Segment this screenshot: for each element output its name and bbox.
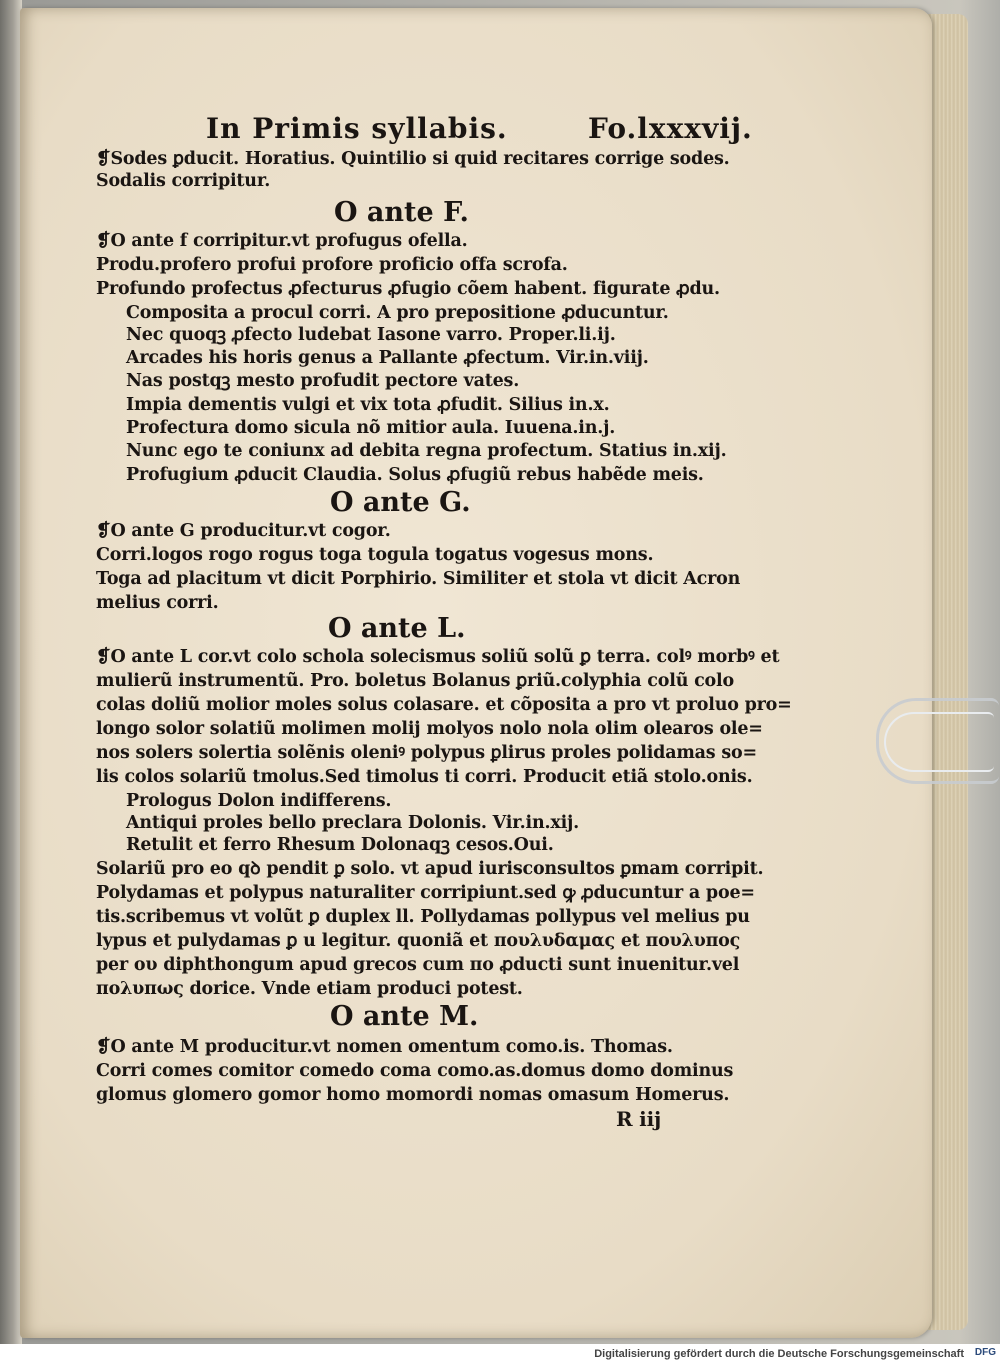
text-line: lypus et pulydamas ꝑ u legitur. quoniã et πουλυδαμας et πουλυπος	[96, 931, 741, 951]
running-head-title: In Primis syllabis.	[206, 112, 508, 145]
paper-clip-highlight	[884, 712, 994, 772]
signature-mark: R iij	[616, 1107, 662, 1131]
section-heading: O ante G.	[330, 487, 471, 518]
running-head	[206, 112, 866, 152]
footer-credit: Digitalisierung gefördert durch die Deutsche Forschungsgemeinschaft	[594, 1348, 964, 1360]
text-line: tis.scribemus vt volũt ꝑ duplex ll. Pollydamas pollypus vel melius pu	[96, 907, 750, 927]
dfg-logo: DFG	[974, 1347, 996, 1358]
text-line: Nas postqꝫ mesto profudit pectore vates.	[126, 371, 520, 391]
text-line: ❡Sodes ꝑducit. Horatius. Quintilio si quid recitares corrige sodes.	[96, 149, 730, 169]
text-line: Sodalis corripitur.	[96, 171, 271, 191]
text-line: Produ.profero profui profore proficio offa scrofa.	[96, 255, 568, 275]
text-line: ❡O ante f corripitur.vt profugus ofella.	[96, 231, 468, 251]
text-line: Toga ad placitum vt dicit Porphirio. Similiter et stola vt dicit Acron	[96, 569, 741, 589]
text-line: Prologus Dolon indifferens.	[126, 791, 392, 811]
folio-number: Fo.lxxxvij.	[588, 112, 753, 145]
digitization-footer	[0, 1344, 1000, 1364]
text-line: Polydamas et polypus naturaliter corripiunt.sed ꝙ ꝓducuntur a poe=	[96, 883, 755, 903]
text-line: longo solor solatiũ molimen molij molyos nolo nola olim olearos ole=	[96, 719, 763, 739]
section-heading: O ante F.	[334, 197, 469, 228]
section-heading: O ante M.	[330, 1001, 479, 1032]
text-line: ❡O ante L cor.vt colo schola solecismus soliũ solũ ꝑ terra. colꝰ morbꝰ et	[96, 647, 780, 667]
text-line: Profectura domo sicula nõ mitior aula. Iuuena.in.j.	[126, 418, 616, 438]
text-line: Nec quoqꝫ ꝓfecto ludebat Iasone varro. Proper.li.ij.	[126, 325, 616, 345]
text-line: ❡O ante M producitur.vt nomen omentum como.is. Thomas.	[96, 1037, 673, 1057]
text-line: πολυπως dorice. Vnde etiam produci potest.	[96, 979, 523, 999]
text-line: Antiqui proles bello preclara Dolonis. Vir.in.xij.	[126, 813, 580, 833]
text-line: Impia dementis vulgi et vix tota ꝓfudit. Silius in.x.	[126, 395, 610, 415]
text-line: per ου diphthongum apud grecos cum πο ꝓducti sunt inuenitur.vel	[96, 955, 740, 975]
book-cover-edge	[0, 0, 22, 1344]
text-line: nos solers solertia solẽnis oleniꝰ polypus ꝑlirus proles polidamas so=	[96, 743, 757, 763]
text-line: glomus glomero gomor homo momordi nomas omasum Homerus.	[96, 1085, 730, 1105]
text-line: Corri.logos rogo rogus toga togula togatus vogesus mons.	[96, 545, 654, 565]
text-line: colas doliũ molior moles solus colasare. et cõposita a pro vt proluo pro=	[96, 695, 792, 715]
section-heading: O ante L.	[328, 613, 466, 644]
text-line: ❡O ante G producitur.vt cogor.	[96, 521, 391, 541]
text-line: Arcades his horis genus a Pallante ꝓfectum. Vir.in.viij.	[126, 348, 649, 368]
text-line: Profugium ꝓducit Claudia. Solus ꝓfugiũ rebus habẽde meis.	[126, 465, 704, 485]
text-line: lis colos solariũ tmolus.Sed timolus ti corri. Producit etiã stolo.onis.	[96, 767, 753, 787]
text-line: Solariũ pro eo qꝺ pendit ꝑ solo. vt apud iurisconsultos ꝑmam corripit.	[96, 859, 764, 879]
text-line: mulierũ instrumentũ. Pro. boletus Bolanus ꝑriũ.colyphia colũ colo	[96, 671, 734, 691]
text-line: melius corri.	[96, 593, 219, 613]
text-line: Nunc ego te coniunx ad debita regna profectum. Statius in.xij.	[126, 441, 727, 461]
text-line: Retulit et ferro Rhesum Dolonaqꝫ cesos.Oui.	[126, 835, 554, 855]
text-line: Composita a procul corri. A pro prepositione ꝓducuntur.	[126, 303, 669, 323]
text-line: Corri comes comitor comedo coma como.as.domus domo dominus	[96, 1061, 734, 1081]
text-line: Profundo profectus ꝓfecturus ꝓfugio cõem habent. figurate ꝓdu.	[96, 279, 720, 299]
